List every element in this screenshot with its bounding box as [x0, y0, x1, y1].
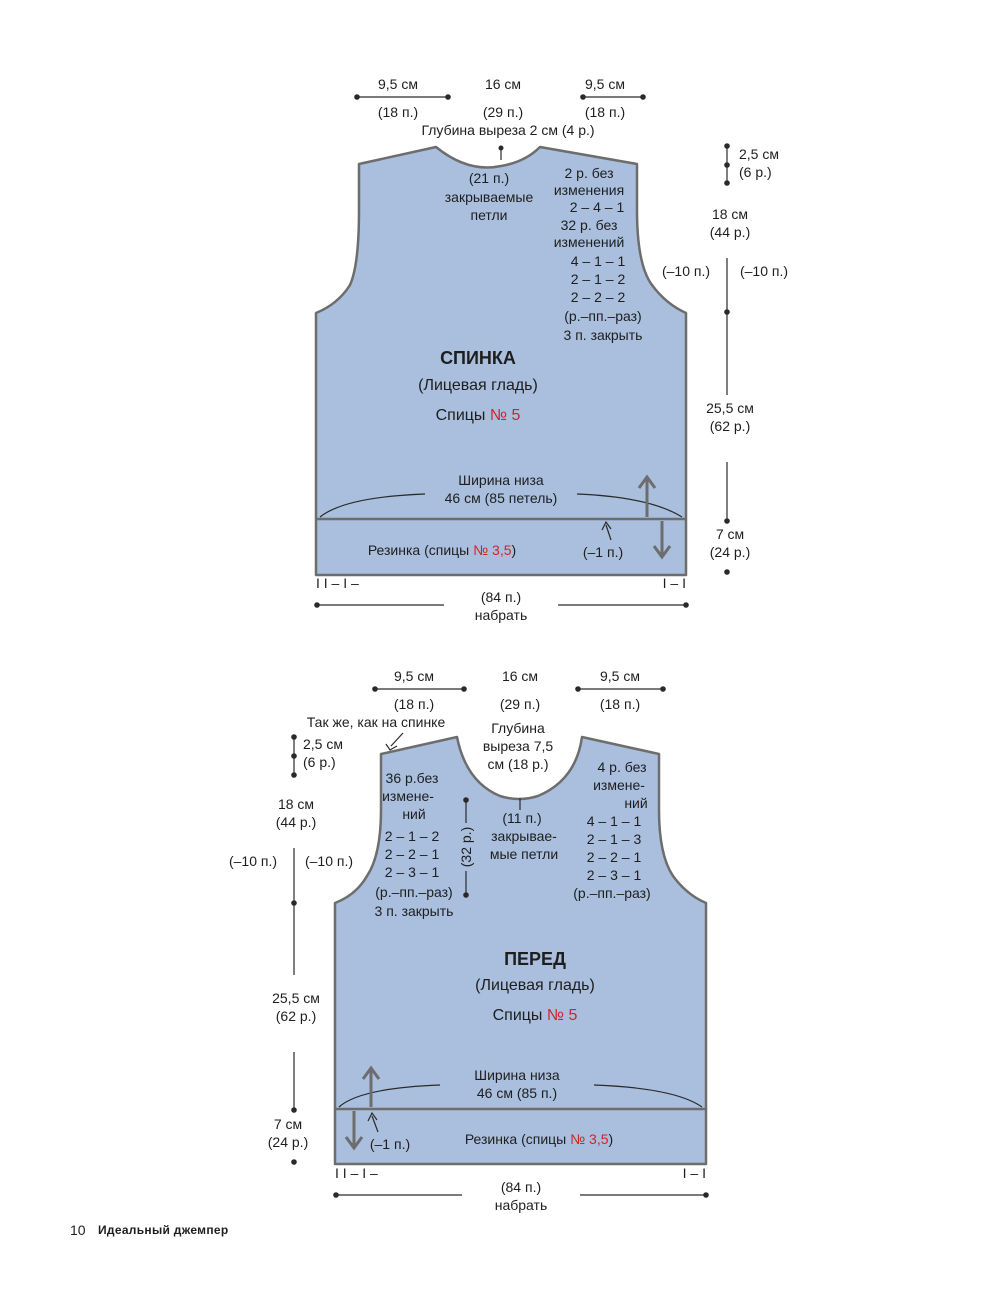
front-left-armhole-cm: 18 см — [277, 796, 315, 812]
back-rib-prefix: Резинка (спицы — [367, 542, 474, 558]
front-needles — [493, 1007, 578, 1024]
front-left-dimensions — [268, 734, 343, 1165]
back-width-value: 46 см (85 петель) — [444, 490, 558, 506]
front-right-note-4: 4 – 1 – 1 — [586, 813, 642, 829]
back-decrease-left: (–10 п.) — [661, 263, 711, 279]
page-footer — [70, 1222, 229, 1238]
back-right-body-rows: (62 р.) — [709, 418, 751, 434]
back-shoulder-left-st: (18 п.) — [377, 104, 419, 120]
front-neck-depth-3: см (18 р.) — [487, 756, 549, 772]
front-right-note-1: 4 р. без — [597, 759, 647, 775]
front-title: ПЕРЕД — [504, 949, 566, 969]
front-neck-cm: 16 см — [501, 668, 539, 684]
back-rib-label — [368, 542, 516, 558]
front-left-note-1: 36 р.без — [385, 770, 439, 786]
back-right-dimensions — [706, 143, 779, 575]
back-armhole-note-10: 3 п. закрыть — [563, 327, 643, 343]
front-left-note-2: измене- — [382, 788, 434, 804]
back-shoulder-right-cm: 9,5 см — [585, 76, 625, 92]
back-stitch: (Лицевая гладь) — [418, 377, 538, 394]
back-armhole-note-1: 2 р. без — [564, 165, 614, 181]
front-decrease-left: (–10 п.) — [228, 853, 278, 869]
front-neck-note-3: мые петли — [489, 846, 559, 862]
front-left-note-8: 3 п. закрыть — [374, 903, 454, 919]
front-neck-depth-1: Глубина — [491, 720, 545, 736]
front-left-body-rows: (62 р.) — [275, 1008, 317, 1024]
front-left-shoulder-rows: (6 р.) — [303, 754, 336, 770]
front-right-note-3: ний — [624, 795, 648, 811]
back-armhole-note-2: изменения — [553, 182, 625, 198]
front-needles-prefix: Спицы — [492, 1007, 547, 1024]
front-left-rib-rows: (24 р.) — [267, 1134, 309, 1150]
front-left-body-cm: 25,5 см — [272, 990, 320, 1006]
back-armhole-note-7: 2 – 1 – 2 — [570, 271, 626, 287]
front-piece — [229, 668, 709, 1213]
back-right-body-cm: 25,5 см — [706, 400, 754, 416]
front-width-value: 46 см (85 п.) — [476, 1085, 558, 1101]
front-rib-number: № 3,5 — [570, 1131, 609, 1147]
back-rib-suffix: ) — [511, 542, 517, 558]
back-armhole-note-5: изменений — [553, 234, 625, 250]
back-right-rib-rows: (24 р.) — [709, 544, 751, 560]
front-neck-rows: (32 р.) — [458, 826, 474, 868]
back-cast-on-st: (84 п.) — [480, 589, 522, 605]
back-neck-cm: 16 см — [484, 76, 522, 92]
back-armhole-note-3: 2 – 4 – 1 — [569, 199, 625, 215]
back-right-armhole-rows: (44 р.) — [709, 224, 751, 240]
back-rib-pattern-right: I – I — [662, 575, 686, 591]
back-rib-pattern-left: I I – I – — [316, 575, 359, 591]
front-left-note-6: 2 – 3 – 1 — [384, 864, 440, 880]
front-left-note-7: (р.–пп.–раз) — [375, 884, 453, 900]
front-right-note-2: измене- — [593, 777, 645, 793]
front-rib-pattern-left: I I – I – — [335, 1165, 378, 1181]
back-piece — [314, 76, 788, 623]
front-right-note-6: 2 – 2 – 1 — [586, 849, 642, 865]
front-left-note-4: 2 – 1 – 2 — [384, 828, 440, 844]
back-shoulder-left-cm: 9,5 см — [378, 76, 418, 92]
back-shoulder-right-st: (18 п.) — [584, 104, 626, 120]
front-right-note-7: 2 – 3 – 1 — [586, 867, 642, 883]
back-armhole-note-8: 2 – 2 – 2 — [570, 289, 626, 305]
front-rib-pattern-right: I – I — [682, 1165, 706, 1181]
back-rib-decrease: (–1 п.) — [582, 544, 624, 560]
back-armhole-note-6: 4 – 1 – 1 — [570, 253, 626, 269]
back-armhole-note-4: 32 р. без — [560, 217, 618, 233]
front-left-armhole-rows: (44 р.) — [275, 814, 317, 830]
back-cast-on-label: набрать — [474, 607, 528, 623]
front-shoulder-left-st: (18 п.) — [393, 696, 435, 712]
front-top-dimensions — [372, 668, 666, 712]
front-shoulder-right-cm: 9,5 см — [600, 668, 640, 684]
back-neck-st: (29 п.) — [482, 104, 524, 120]
front-left-note-3: ний — [402, 806, 426, 822]
front-rib-label — [465, 1131, 613, 1147]
front-left-shoulder-cm: 2,5 см — [303, 736, 343, 752]
back-needles-prefix: Спицы — [435, 407, 490, 424]
back-neck-note-2: закрываемые — [444, 189, 534, 205]
front-shoulder-left-cm: 9,5 см — [394, 668, 434, 684]
back-right-armhole-cm: 18 см — [711, 206, 749, 222]
back-decrease-right: (–10 п.) — [739, 263, 789, 279]
front-same-as-back: Так же, как на спинке — [306, 714, 446, 730]
back-neck-note-1: (21 п.) — [468, 170, 510, 186]
front-rib-decrease: (–1 п.) — [369, 1136, 411, 1152]
back-armhole-note-9: (р.–пп.–раз) — [564, 308, 642, 324]
front-neck-st: (29 п.) — [499, 696, 541, 712]
front-right-note-5: 2 – 1 – 3 — [586, 831, 642, 847]
back-width-label: Ширина низа — [458, 472, 544, 488]
front-left-rib-cm: 7 см — [273, 1116, 303, 1132]
front-neck-depth-2: выреза 7,5 — [482, 738, 554, 754]
front-decrease-right: (–10 п.) — [304, 853, 354, 869]
back-neck-note-3: петли — [470, 207, 508, 223]
front-shoulder-right-st: (18 п.) — [599, 696, 641, 712]
front-cast-on-st: (84 п.) — [500, 1179, 542, 1195]
front-left-note-5: 2 – 2 – 1 — [384, 846, 440, 862]
front-rib-suffix: ) — [608, 1131, 614, 1147]
back-top-dimensions — [354, 76, 646, 160]
front-needles-number: № 5 — [546, 1007, 578, 1024]
front-cast-on-label: набрать — [494, 1197, 548, 1213]
back-needles-number: № 5 — [489, 407, 521, 424]
back-needles — [436, 407, 521, 424]
front-rib-prefix: Резинка (спицы — [464, 1131, 571, 1147]
back-title: СПИНКА — [440, 348, 516, 368]
page-number: 10 — [70, 1222, 86, 1238]
back-right-shoulder-cm: 2,5 см — [739, 146, 779, 162]
back-right-rib-cm: 7 см — [715, 526, 745, 542]
book-title: Идеальный джемпер — [98, 1223, 229, 1237]
front-right-note-8: (р.–пп.–раз) — [573, 885, 651, 901]
back-rib-number: № 3,5 — [473, 542, 512, 558]
front-neck-note-2: закрывае- — [491, 828, 557, 844]
front-width-label: Ширина низа — [474, 1067, 560, 1083]
back-neck-depth: Глубина выреза 2 см (4 р.) — [421, 122, 595, 138]
back-right-shoulder-rows: (6 р.) — [739, 164, 772, 180]
front-stitch: (Лицевая гладь) — [475, 977, 595, 994]
front-neck-note-1: (11 п.) — [502, 810, 542, 826]
